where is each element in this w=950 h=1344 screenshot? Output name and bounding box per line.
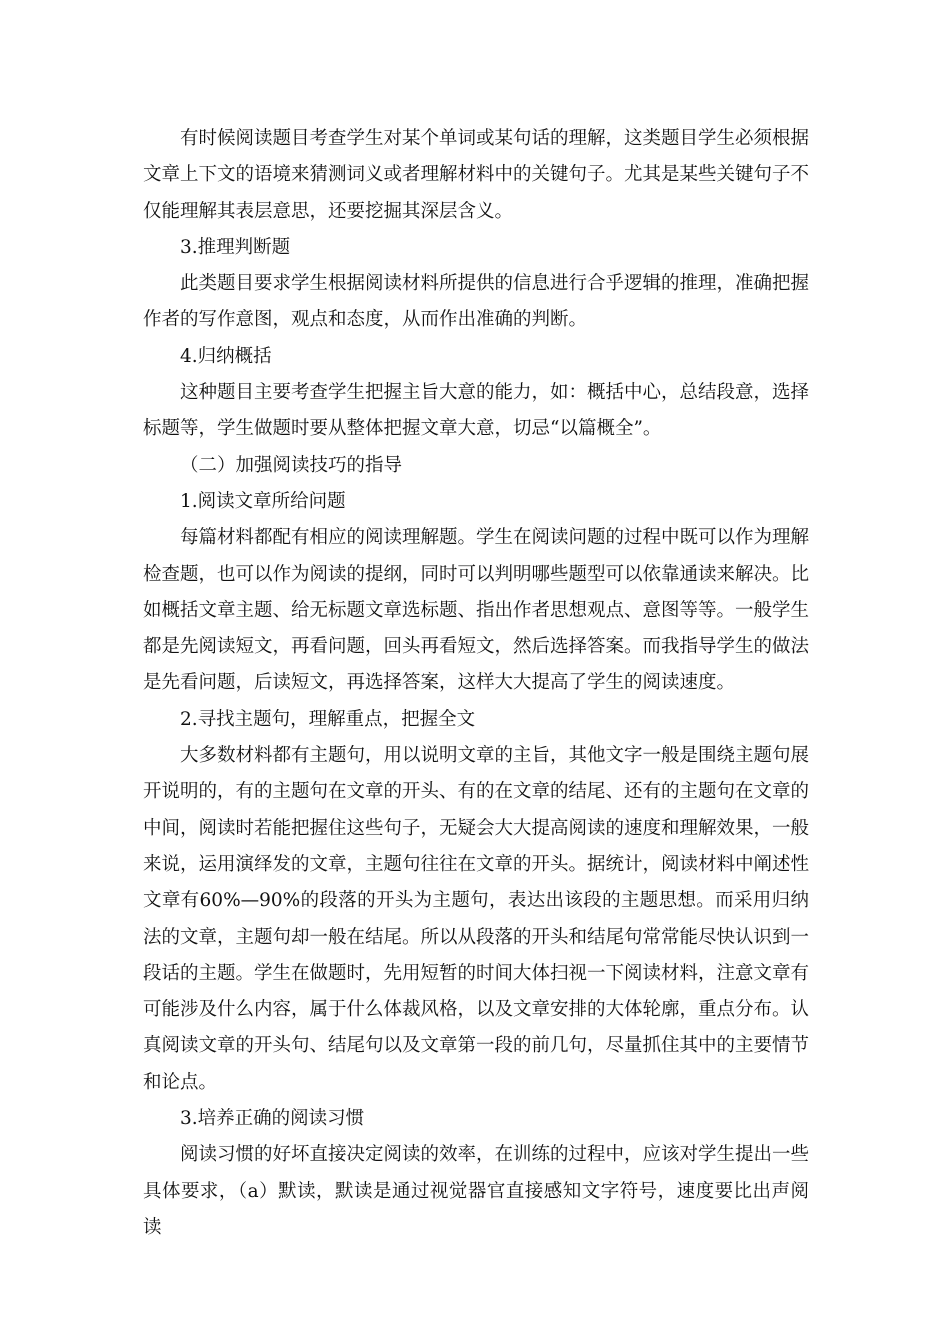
heading-topic-sentence: 2.寻找主题句，理解重点，把握全文 <box>180 708 476 730</box>
document-page <box>143 121 809 1246</box>
paragraph-read-questions: 每篇材料都配有相应的阅读理解题。学生在阅读问题的过程中既可以作为理解检查题，也可以作为阅读的提纲，同时可以判明哪些题型可以依靠通读来解决。比如概括文章主题、给无标题文章选标题、指出作者思想观点、意图等等。一般学生都是先阅读短文，再看问题，回头再看短文，然后选择答案。而我指导学生的做法是先看问题，后读短文，再选择答案，这样大大提高了学生的阅读速度。 <box>143 527 810 694</box>
heading-read-questions: 1.阅读文章所给问题 <box>180 490 346 512</box>
heading-reading-habits: 3.培养正确的阅读习惯 <box>180 1108 365 1130</box>
heading-summary: 4.归纳概括 <box>180 345 272 367</box>
paragraph-reading-habits: 阅读习惯的好坏直接决定阅读的效率，在训练的过程中，应该对学生提出一些具体要求，（a）默读，默读是通过视觉器官直接感知文字符号，速度要比出声阅读 <box>143 1144 810 1238</box>
paragraph-topic-sentence: 大多数材料都有主题句，用以说明文章的主旨，其他文字一般是围绕主题句展开说明的，有的主题句在文章的开头、有的在文章的结尾、还有的主题句在文章的中间，阅读时若能把握住这些句子，无疑会大大提高阅读的速度和理解效果，一般来说，运用演绎发的文章，主题句往往在文章的开头。据统计，阅读材料中阐述性文章有60%—90%的段落的开头为主题句，表达出该段的主题思想。而采用归纳法的文章，主题句却一般在结尾。所以从段落的开头和结尾句常常能尽快认识到一段话的主题。学生在做题时，先用短暂的时间大体扫视一下阅读材料，注意文章有可能涉及什么内容，属于什么体裁风格，以及文章安排的大体轮廓，重点分布。认真阅读文章的开头句、结尾句以及文章第一段的前几句，尽量抓住其中的主要情节和论点。 <box>143 745 810 1093</box>
paragraph-inference: 此类题目要求学生根据阅读材料所提供的信息进行合乎逻辑的推理，准确把握作者的写作意图，观点和态度，从而作出准确的判断。 <box>143 273 810 331</box>
heading-inference: 3.推理判断题 <box>180 236 291 258</box>
paragraph-word-meaning: 有时候阅读题目考查学生对某个单词或某句话的理解，这类题目学生必须根据文章上下文的语境来猜测词义或者理解材料中的关键句子。尤其是某些关键句子不仅能理解其表层意思，还要挖掘其深层含义。 <box>143 128 810 222</box>
paragraph-summary: 这种题目主要考查学生把握主旨大意的能力，如：概括中心，总结段意，选择标题等，学生做题时要从整体把握文章大意，切忌“以篇概全”。 <box>143 382 810 440</box>
section-heading-reading-skills: （二）加强阅读技巧的指导 <box>180 454 403 476</box>
